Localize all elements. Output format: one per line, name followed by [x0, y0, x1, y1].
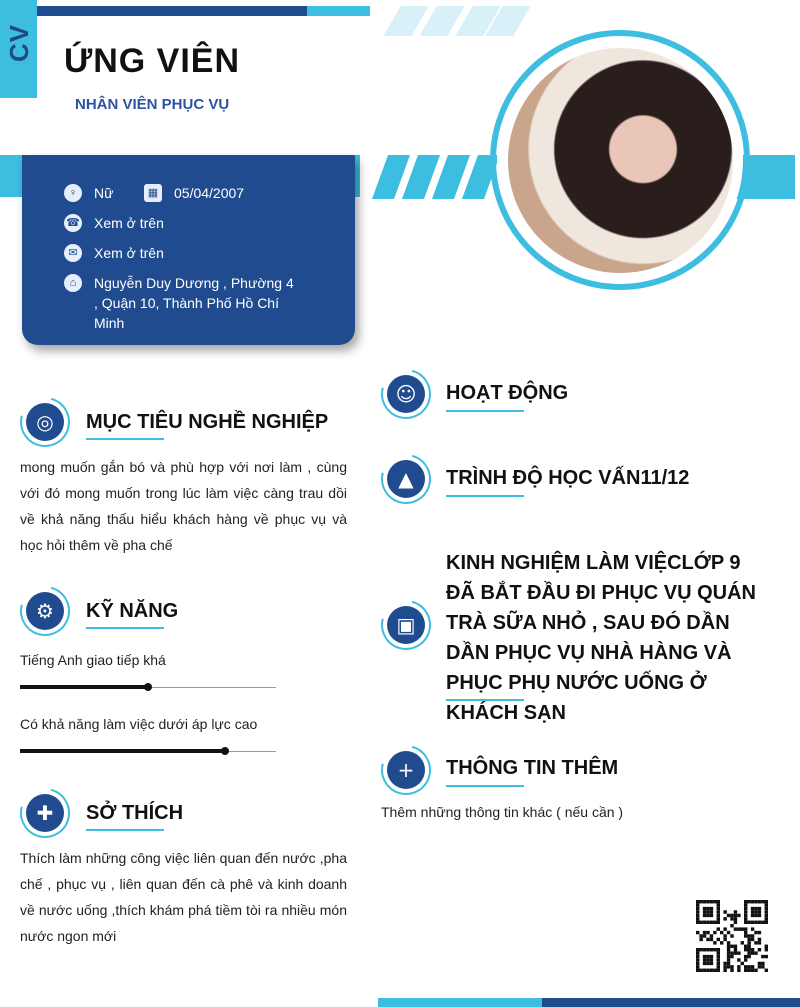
calendar-icon: ▦ [144, 184, 162, 202]
qr-module [703, 934, 706, 937]
qr-module [717, 921, 720, 924]
qr-module [710, 910, 713, 913]
qr-module [717, 948, 720, 951]
qr-module [744, 931, 747, 934]
qr-module [706, 910, 709, 913]
qr-module [710, 955, 713, 958]
qr-module [703, 955, 706, 958]
hobbies-text: Thích làm những công việc liên quan đến nước ,pha chế , phục vụ , liên quan đến cà phê và kinh doanh về nước uống ,thích khám phá tiềm tòi ra nhiều món nước ngon mới [20, 850, 347, 944]
qr-module [758, 948, 761, 951]
skills-title: KỸ NĂNG [86, 600, 179, 622]
qr-module [710, 958, 713, 961]
qr-module [723, 917, 726, 920]
qr-module [696, 917, 699, 920]
qr-module [741, 927, 744, 930]
qr-module [699, 969, 702, 972]
additional-text: Thêm những thông tin khác ( nếu cần ) [381, 804, 624, 820]
gender-value: Nữ [94, 185, 114, 201]
section-underline [86, 627, 164, 629]
qr-module [747, 969, 750, 972]
qr-module [744, 958, 747, 961]
objective-text: mong muốn gắn bó và phù hợp với nơi làm , cùng với đó mong muốn trong lúc làm việc càng trau dồi về khả năng thấu hiểu khách hàng về phục vụ và học hỏi thêm về pha chế [20, 459, 347, 553]
qr-module [754, 900, 757, 903]
qr-module [717, 955, 720, 958]
qr-module [710, 914, 713, 917]
qr-module [758, 907, 761, 910]
experience-title: KINH NGHIỆM LÀM VIỆCLỚP 9 ĐÃ BẮT ĐẦU ĐI PHỤC VỤ QUÁN TRÀ SỮA NHỎ , SAU ĐÓ DẦN DẦN PHỤC VỤ NHÀ HÀNG VÀ PHỤC PHỤ NƯỚC UỐNG Ở KHÁCH SẠN [446, 552, 756, 724]
avatar [508, 48, 733, 273]
qr-module [723, 934, 726, 937]
qr-module [744, 903, 747, 906]
qr-module [730, 965, 733, 968]
qr-module [696, 965, 699, 968]
skill-label: Có khả năng làm việc dưới áp lực cao [20, 716, 258, 732]
qr-module [754, 931, 757, 934]
qr-module [703, 969, 706, 972]
phone-row [64, 213, 164, 233]
qr-module [744, 914, 747, 917]
qr-module [747, 921, 750, 924]
qr-module [706, 955, 709, 958]
qr-module [754, 914, 757, 917]
qr-module [699, 948, 702, 951]
gender-icon: ♀ [64, 184, 82, 202]
qr-module [751, 914, 754, 917]
qr-module [730, 924, 733, 927]
qr-module [717, 962, 720, 965]
qr-module [717, 914, 720, 917]
qr-module [765, 914, 768, 917]
bottom-accent-bar-light [378, 998, 542, 1007]
briefcase-icon: ▣ [381, 600, 431, 650]
qr-module [761, 900, 764, 903]
qr-module [734, 948, 737, 951]
qr-module [696, 907, 699, 910]
qr-module [751, 921, 754, 924]
qr-module [703, 931, 706, 934]
contact-card [22, 155, 355, 345]
skill-bar-fill [20, 749, 225, 753]
qr-module [765, 921, 768, 924]
qr-module [744, 934, 747, 937]
qr-module [751, 969, 754, 972]
qr-module [758, 914, 761, 917]
qr-module [710, 938, 713, 941]
graduation-cap-icon: ▲ [381, 454, 431, 504]
qr-module [723, 965, 726, 968]
qr-module [758, 962, 761, 965]
phone-icon: ☎ [64, 214, 82, 232]
qr-module [706, 958, 709, 961]
qr-module [737, 914, 740, 917]
cv-tag-text: CV [4, 23, 34, 62]
qr-module [744, 948, 747, 951]
gender-row [64, 183, 113, 203]
qr-module [744, 900, 747, 903]
qr-module [699, 921, 702, 924]
qr-module [734, 945, 737, 948]
qr-module [765, 948, 768, 951]
qr-module [751, 927, 754, 930]
qr-module [706, 900, 709, 903]
qr-module [703, 910, 706, 913]
qr-module [758, 941, 761, 944]
address-row [64, 273, 294, 333]
qr-module [696, 931, 699, 934]
qr-module [720, 931, 723, 934]
qr-module [699, 938, 702, 941]
email-value: Xem ở trên [94, 245, 164, 261]
home-icon: ⌂ [64, 274, 82, 292]
qr-module [747, 900, 750, 903]
qr-module [706, 969, 709, 972]
qr-module [758, 910, 761, 913]
qr-module [765, 910, 768, 913]
qr-module [751, 938, 754, 941]
job-title: NHÂN VIÊN PHỤC VỤ [75, 96, 230, 113]
qr-module [744, 910, 747, 913]
qr-module [723, 938, 726, 941]
qr-module [747, 941, 750, 944]
qr-module [713, 948, 716, 951]
qr-module [744, 955, 747, 958]
qr-module [744, 921, 747, 924]
plus-icon: + [381, 745, 431, 795]
qr-module [727, 941, 730, 944]
qr-module [696, 958, 699, 961]
qr-module [761, 965, 764, 968]
skill-bar-fill [20, 685, 148, 689]
section-underline [86, 829, 164, 831]
skill-bar-handle [144, 683, 152, 691]
qr-module [751, 934, 754, 937]
qr-module [720, 941, 723, 944]
cv-tag [0, 0, 37, 98]
qr-module [765, 900, 768, 903]
qr-module [703, 907, 706, 910]
skill-label: Tiếng Anh giao tiếp khá [20, 652, 166, 668]
qr-module [751, 907, 754, 910]
qr-module [765, 945, 768, 948]
qr-module [758, 931, 761, 934]
qr-module [713, 900, 716, 903]
qr-module [737, 927, 740, 930]
qr-module [706, 921, 709, 924]
birthday-row [144, 183, 244, 203]
qr-module [727, 931, 730, 934]
qr-module [737, 951, 740, 954]
qr-module [710, 900, 713, 903]
qr-module [744, 945, 747, 948]
qr-module [730, 914, 733, 917]
qr-module [758, 965, 761, 968]
qr-module [747, 948, 750, 951]
qr-module [696, 969, 699, 972]
qr-module [717, 951, 720, 954]
qr-module [754, 910, 757, 913]
email-row [64, 243, 164, 263]
qr-module [696, 962, 699, 965]
qr-module [710, 948, 713, 951]
qr-module [717, 938, 720, 941]
qr-module [717, 907, 720, 910]
qr-module [717, 900, 720, 903]
qr-module [751, 900, 754, 903]
qr-module [734, 951, 737, 954]
qr-module [730, 955, 733, 958]
qr-module [765, 917, 768, 920]
qr-module [730, 917, 733, 920]
qr-module [744, 969, 747, 972]
qr-module [710, 921, 713, 924]
activities-title: HOẠT ĐỘNG [446, 382, 569, 404]
qr-module [727, 914, 730, 917]
qr-module [754, 969, 757, 972]
qr-module [706, 948, 709, 951]
target-icon: ◎ [20, 397, 70, 447]
qr-module [696, 948, 699, 951]
qr-module [717, 927, 720, 930]
qr-module [761, 962, 764, 965]
qr-module [747, 955, 750, 958]
qr-module [730, 969, 733, 972]
qr-module [744, 907, 747, 910]
section-underline [446, 785, 524, 787]
qr-module [747, 965, 750, 968]
qr-module [737, 969, 740, 972]
qr-module [696, 910, 699, 913]
qr-module [703, 962, 706, 965]
qr-module [758, 921, 761, 924]
education-title: TRÌNH ĐỘ HỌC VẤN11/12 [446, 467, 690, 489]
qr-module [723, 969, 726, 972]
section-underline [446, 495, 524, 497]
skill-bar-handle [221, 747, 229, 755]
qr-module [710, 907, 713, 910]
qr-code [696, 900, 768, 972]
person-icon: ☺ [381, 369, 431, 419]
qr-module [696, 914, 699, 917]
qr-module [727, 945, 730, 948]
qr-module [761, 955, 764, 958]
qr-module [723, 910, 726, 913]
qr-module [696, 955, 699, 958]
candidate-name: ỨNG VIÊN [64, 42, 241, 80]
address-value: Nguyễn Duy Dương , Phường 4 , Quận 10, Thành Phố Hồ Chí Minh [94, 275, 294, 331]
qr-module [713, 969, 716, 972]
qr-module [710, 962, 713, 965]
section-underline [446, 410, 524, 412]
qr-module [713, 941, 716, 944]
qr-module [717, 917, 720, 920]
qr-module [765, 969, 768, 972]
qr-module [758, 900, 761, 903]
qr-module [706, 914, 709, 917]
qr-module [754, 921, 757, 924]
qr-module [699, 934, 702, 937]
phone-value: Xem ở trên [94, 215, 164, 231]
qr-module [737, 958, 740, 961]
qr-module [696, 900, 699, 903]
qr-module [710, 934, 713, 937]
qr-module [734, 927, 737, 930]
additional-title: THÔNG TIN THÊM [446, 757, 619, 779]
qr-module [747, 934, 750, 937]
qr-module [734, 910, 737, 913]
top-accent-bar [37, 6, 307, 16]
skills-icon: ⚙ [20, 586, 70, 636]
qr-module [706, 962, 709, 965]
qr-module [754, 941, 757, 944]
section-underline [446, 699, 524, 701]
qr-module [754, 907, 757, 910]
qr-module [754, 951, 757, 954]
qr-module [730, 951, 733, 954]
qr-module [734, 917, 737, 920]
qr-module [744, 927, 747, 930]
qr-module [747, 951, 750, 954]
qr-module [751, 951, 754, 954]
top-accent-bar-light [307, 6, 370, 16]
birthday-value: 05/04/2007 [174, 185, 245, 201]
qr-module [717, 969, 720, 972]
qr-module [751, 965, 754, 968]
qr-module [706, 938, 709, 941]
qr-module [696, 903, 699, 906]
qr-module [765, 955, 768, 958]
qr-module [730, 945, 733, 948]
qr-module [717, 965, 720, 968]
qr-module [751, 948, 754, 951]
qr-module [703, 948, 706, 951]
qr-module [747, 945, 750, 948]
qr-module [713, 931, 716, 934]
qr-module [703, 914, 706, 917]
qr-module [723, 927, 726, 930]
qr-module [761, 921, 764, 924]
qr-module [765, 903, 768, 906]
qr-module [727, 948, 730, 951]
qr-module [710, 969, 713, 972]
qr-module [703, 958, 706, 961]
section-underline [86, 438, 164, 440]
email-icon: ✉ [64, 244, 82, 262]
qr-module [699, 900, 702, 903]
qr-module [696, 921, 699, 924]
qr-module [723, 962, 726, 965]
qr-module [706, 931, 709, 934]
objective-title: MỤC TIÊU NGHỀ NGHIỆP [86, 411, 329, 433]
qr-module [727, 958, 730, 961]
qr-module [734, 914, 737, 917]
qr-module [696, 951, 699, 954]
qr-module [751, 910, 754, 913]
puzzle-icon: ✚ [20, 788, 70, 838]
qr-module [744, 965, 747, 968]
bottom-accent-bar [542, 998, 800, 1007]
qr-module [741, 962, 744, 965]
qr-module [727, 951, 730, 954]
qr-module [703, 900, 706, 903]
qr-module [734, 921, 737, 924]
qr-module [717, 903, 720, 906]
qr-module [727, 965, 730, 968]
qr-module [703, 921, 706, 924]
qr-module [741, 941, 744, 944]
qr-module [744, 917, 747, 920]
qr-module [758, 938, 761, 941]
qr-module [713, 921, 716, 924]
qr-module [747, 938, 750, 941]
qr-module [717, 958, 720, 961]
qr-module [727, 955, 730, 958]
qr-module [765, 907, 768, 910]
qr-module [727, 962, 730, 965]
qr-module [706, 907, 709, 910]
hobbies-title: SỞ THÍCH [86, 802, 184, 824]
qr-module [717, 910, 720, 913]
qr-module [730, 934, 733, 937]
qr-module [737, 965, 740, 968]
